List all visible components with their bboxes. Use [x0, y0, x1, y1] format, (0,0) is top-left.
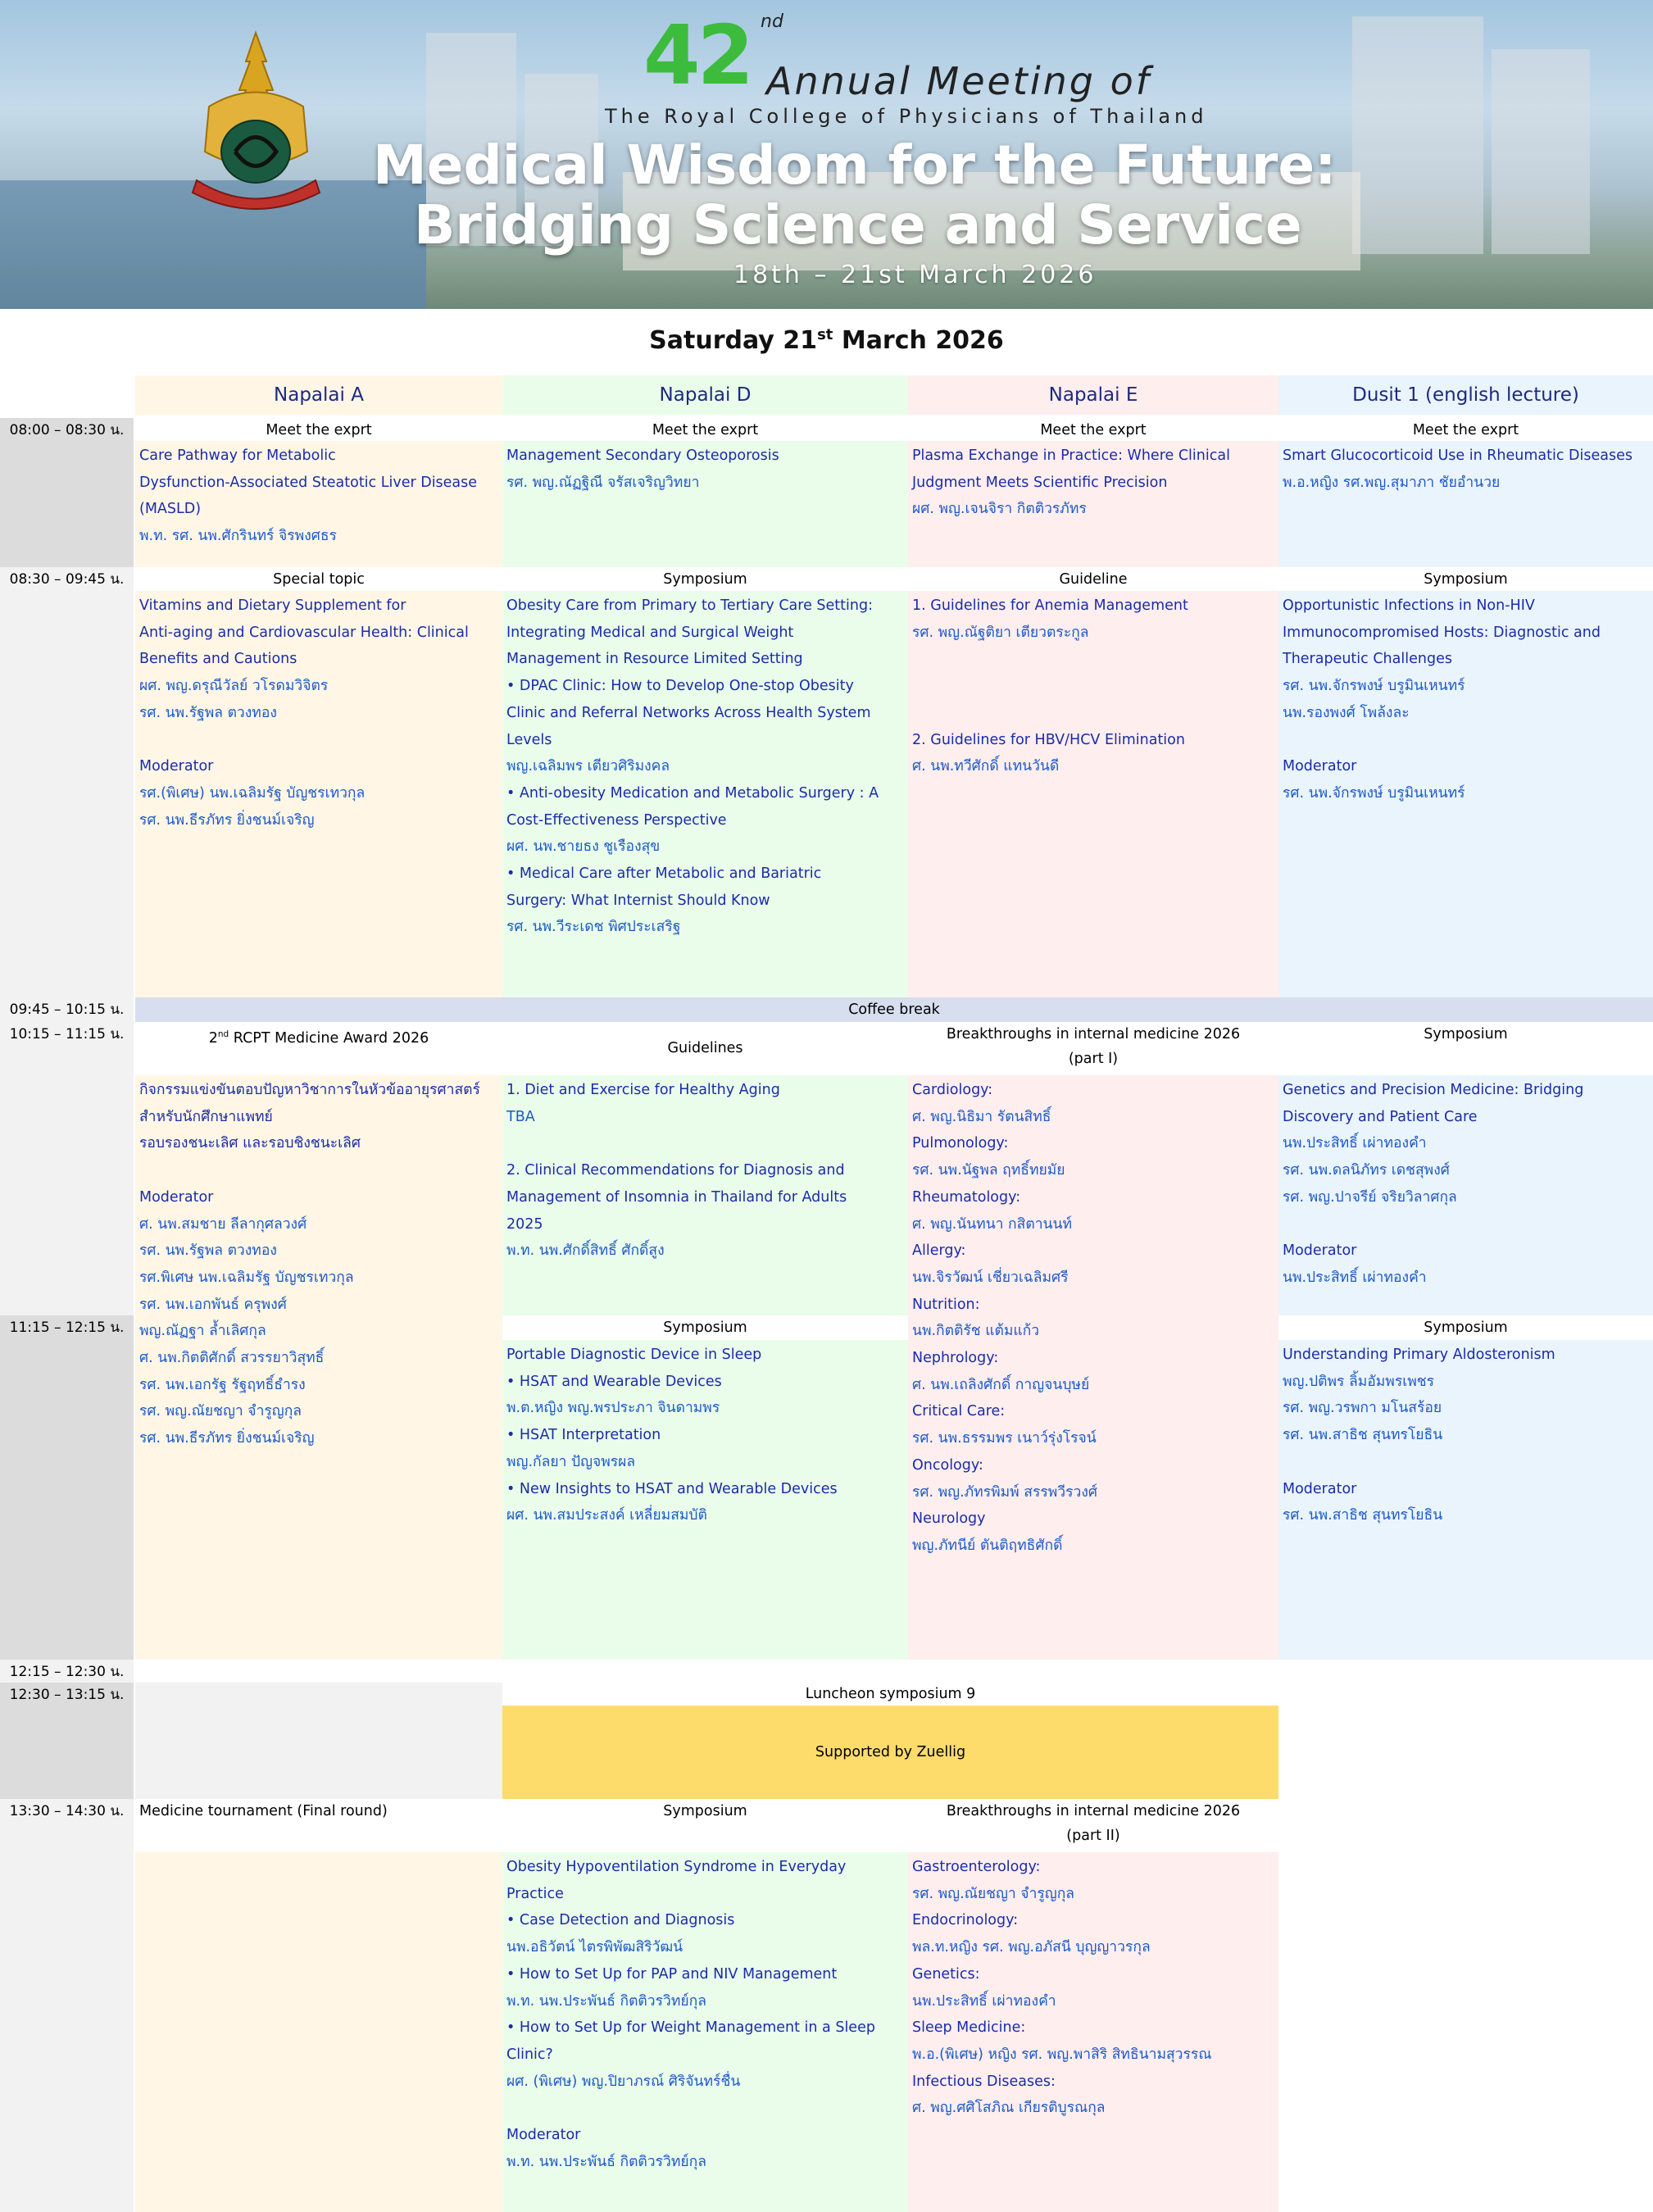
session-type: Meet the exprt [502, 418, 908, 443]
session-type: Meet the exprt [135, 418, 502, 443]
specialty: Oncology: [912, 1456, 983, 1474]
speaker: รศ. พญ.ณัยชญา จำรูญกุล [912, 1885, 1075, 1902]
meeting-dates: 18th – 21st March 2026 [733, 261, 1097, 289]
session-title: Management Secondary Osteoporosis [506, 447, 779, 464]
session-title: Understanding Primary Aldosteronism [1283, 1347, 1555, 1363]
theme-line-2: Bridging Science and Service [414, 193, 1302, 257]
theme-line-1: Medical Wisdom for the Future: [373, 134, 1337, 197]
speaker: นพ.จิรวัฒน์ เชี่ยวเฉลิมศรี [912, 1269, 1069, 1286]
speaker: TBA [506, 1108, 535, 1125]
specialty: Neurology [912, 1510, 986, 1528]
day-title [0, 326, 1653, 355]
session-type-line: (part II) [1066, 1828, 1120, 1844]
speaker: ผศ. นพ.สมประสงค์ เหลี่ยมสมบัติ [506, 1507, 707, 1524]
session-title: Dysfunction-Associated Steatotic Liver Disease [139, 474, 478, 491]
edition-suffix: nd [761, 11, 783, 32]
speaker: พ.ต.หญิง พญ.พรประภา จินดามพร [506, 1400, 720, 1417]
spacer [139, 727, 498, 754]
speaker: นพ.ประสิทธิ์ เผ่าทองคำ [912, 1992, 1056, 2010]
moderator: พ.ท. นพ.ประพันธ์ กิตติวรวิทย์กุล [506, 2153, 706, 2170]
session-title: Management in Resource Limited Setting [506, 651, 803, 668]
room-header-napalai-e: Napalai E [908, 375, 1278, 415]
speaker: พ.อ.หญิง รศ.พญ.สุมาภา ชัยอำนวย [1283, 474, 1501, 491]
speaker: ศ. พญ.นันทนา กสิตานนท์ [912, 1215, 1072, 1233]
topic: 1. Diet and Exercise for Healthy Aging [506, 1082, 780, 1098]
moderator: ศ. นพ.สมชาย ลีลากุศลวงศ์ [139, 1215, 307, 1233]
spacer [506, 1130, 904, 1157]
speaker: นพ.อธิวัตน์ ไตรพิพัฒสิริวัฒน์ [506, 1939, 683, 1956]
speaker: พ.ท. นพ.ประพันธ์ กิตติวรวิทย์กุล [506, 1992, 706, 2010]
organization-name: The Royal College of Physicians of Thailand [605, 105, 1208, 128]
edition-number: 42 [643, 7, 752, 103]
topic: 2025 [506, 1215, 543, 1233]
moderator: รศ. นพ.สาธิช สุนทรโยธิน [1283, 1507, 1443, 1524]
session-title: Opportunistic Infections in Non-HIV [1283, 597, 1535, 614]
speaker: พ.ท. รศ. นพ.ศักรินทร์ จิรพงศธร [139, 528, 337, 545]
topic: 2. Clinical Recommendations for Diagnosis and [506, 1162, 845, 1179]
header-banner [0, 0, 1653, 309]
speaker: ศ. พญ.นิธิมา รัตนสิทธิ์ [912, 1108, 1051, 1125]
session-title: Practice [506, 1885, 564, 1902]
session-title: สำหรับนักศึกษาแพทย์ [139, 1108, 273, 1125]
topic: • HSAT and Wearable Devices [506, 1373, 722, 1390]
moderator-label: Moderator [139, 1188, 214, 1206]
time-slot: 11:15 – 12:15 น. [0, 1315, 134, 1660]
spacer [912, 700, 1274, 727]
lunch-empty-napalai-a [135, 1683, 502, 1799]
session-title: Smart Glucocorticoid Use in Rheumatic Diseases [1283, 447, 1633, 464]
topic: • HSAT Interpretation [506, 1427, 661, 1444]
specialty: Sleep Medicine: [912, 2019, 1026, 2037]
session-napalai-d [502, 1340, 908, 1660]
spacer [139, 1157, 498, 1184]
topic: 2. Guidelines for HBV/HCV Elimination [912, 731, 1185, 748]
speaker: ศ. พญ.ศศิโสภิณ เกียรติบูรณกุล [912, 2100, 1106, 2117]
moderator-label: Moderator [139, 758, 214, 775]
speaker: นพ.รองพงศ์ โพล้งละ [1283, 704, 1410, 721]
topic: • Case Detection and Diagnosis [506, 1912, 735, 1929]
moderator: รศ. นพ.รัฐพล ตวงทอง [139, 1242, 277, 1260]
speaker: รศ. นพ.สาธิช สุนทรโยธิน [1283, 1427, 1443, 1444]
speaker: พล.ท.หญิง รศ. พญ.อภัสนี บุญญาวรกุล [912, 1939, 1151, 1956]
topic: 1. Guidelines for Anemia Management [912, 597, 1188, 614]
moderator-label: Moderator [1283, 1480, 1357, 1497]
day-title-prefix: Saturday 21 [649, 326, 818, 355]
speaker: รศ. นพ.วีระเดช พิศประเสริฐ [506, 919, 681, 936]
moderator: รศ. นพ.ธีรภัทร ยิ่งชนม์เจริญ [139, 811, 315, 829]
topic: Clinic and Referral Networks Across Health System [506, 704, 871, 721]
session-type: Symposium [502, 567, 908, 592]
moderator-label: Moderator [1283, 758, 1357, 775]
specialty: Pulmonology: [912, 1135, 1009, 1152]
day-title-sup: st [817, 326, 833, 343]
specialty: Cardiology: [912, 1082, 993, 1098]
room-header-napalai-a: Napalai A [135, 375, 502, 415]
session-napalai-a [135, 1852, 502, 2212]
specialty: Nutrition: [912, 1296, 980, 1313]
topic: Management of Insomnia in Thailand for Adults [506, 1188, 847, 1206]
time-slot: 08:00 – 08:30 น. [0, 418, 134, 567]
speaker: ศ. นพ.ทวีศักดิ์ แทนวันดี [912, 758, 1060, 775]
session-napalai-e [908, 1852, 1278, 2212]
session-title: กิจกรรมแข่งขันตอบปัญหาวิชาการในหัวข้ออายุรศาสตร์ [139, 1082, 480, 1098]
session-type: Symposium [1278, 1022, 1653, 1075]
time-slot: 12:15 – 12:30 น. [0, 1660, 134, 1683]
session-type-line: Breakthroughs in internal medicine 2026 [946, 1803, 1241, 1819]
session-type: Symposium [502, 1315, 908, 1340]
specialty: Infectious Diseases: [912, 2073, 1056, 2090]
luncheon-title: Luncheon symposium 9 [502, 1683, 1278, 1706]
session-dusit-1 [1278, 591, 1653, 997]
moderator: รศ. นพ.จักรพงษ์ บรูมินเหนทร์ [1283, 784, 1465, 802]
topic: • DPAC Clinic: How to Develop One-stop Obesity [506, 678, 854, 695]
room-header-napalai-d: Napalai D [502, 375, 908, 415]
moderator: รศ. นพ.ธีรภัทร ยิ่งชนม์เจริญ [139, 1430, 315, 1447]
spacer [506, 2095, 904, 2122]
session-type: Symposium [1278, 1315, 1653, 1340]
session-napalai-d [502, 1075, 908, 1315]
topic: • Medical Care after Metabolic and Bariatric [506, 865, 822, 883]
moderator: นพ.ประสิทธิ์ เผ่าทองคำ [1283, 1269, 1427, 1286]
annual-meeting-text: Annual Meeting of [766, 59, 1151, 103]
rcpt-logo-icon [184, 29, 328, 217]
specialty: Genetics: [912, 1965, 980, 1983]
speaker: รศ. พญ.วรพกา มโนสร้อย [1283, 1400, 1442, 1417]
session-title: Immunocompromised Hosts: Diagnostic and [1283, 624, 1601, 641]
day-title-suffix: March 2026 [833, 326, 1004, 355]
session-napalai-e [908, 1075, 1278, 1660]
session-title: Discovery and Patient Care [1283, 1108, 1478, 1125]
session-title: รอบรองชนะเลิศ และรอบชิงชนะเลิศ [139, 1135, 361, 1152]
session-type: Special topic [135, 567, 502, 592]
topic: • New Insights to HSAT and Wearable Devices [506, 1480, 838, 1497]
speaker: รศ. พญ.ภัทรพิมพ์ สรรพวีรวงศ์ [912, 1483, 1098, 1501]
moderator: รศ.พิเศษ นพ.เฉลิมรัฐ บัญชรเทวกุล [139, 1269, 354, 1286]
session-title: Therapeutic Challenges [1283, 651, 1452, 668]
session-title: Judgment Meets Scientific Precision [912, 474, 1168, 491]
moderator: รศ. นพ.เอกพันธ์ ครุพงศ์ [139, 1296, 287, 1313]
session-napalai-a [135, 1075, 502, 1660]
session-title: Obesity Care from Primary to Tertiary Care Setting: [506, 597, 873, 614]
spacer [1283, 1211, 1649, 1238]
speaker: พญ.ภัทนีย์ ตันติฤทธิศักดิ์ [912, 1537, 1063, 1554]
session-type: Meet the exprt [1278, 418, 1653, 443]
session-napalai-d [502, 1852, 908, 2212]
session-title: Care Pathway for Metabolic [139, 447, 336, 464]
session-title: Integrating Medical and Surgical Weight [506, 624, 794, 641]
time-slot: 13:30 – 14:30 น. [0, 1799, 134, 2212]
speaker: พญ.เฉลิมพร เตียวศิริมงคล [506, 758, 670, 775]
session-type-line: Breakthroughs in internal medicine 2026 [946, 1026, 1241, 1042]
moderator: รศ.(พิเศษ) นพ.เฉลิมรัฐ บัญชรเทวกุล [139, 784, 366, 802]
speaker: รศ. นพ.นัฐพล ฤทธิ์ทยมัย [912, 1162, 1065, 1179]
room-header-dusit-1: Dusit 1 (english lecture) [1278, 375, 1653, 415]
specialty: Rheumatology: [912, 1188, 1021, 1206]
session-napalai-d [502, 591, 908, 997]
time-slot: 09:45 – 10:15 น. [0, 997, 134, 1022]
session-dusit-1 [1278, 1075, 1653, 1315]
session-title: Benefits and Cautions [139, 651, 297, 668]
session-napalai-d [502, 441, 908, 567]
session-type: Guidelines [502, 1022, 908, 1075]
spacer [1283, 1449, 1649, 1476]
session-type: Guideline [908, 567, 1278, 592]
speaker: พ.ท. นพ.ศักดิ์สิทธิ์ ศักดิ์สูง [506, 1242, 665, 1260]
specialty: Allergy: [912, 1242, 966, 1260]
moderator: รศ. พญ.ณัยชญา จำรูญกุล [139, 1403, 302, 1420]
topic: Cost-Effectiveness Perspective [506, 811, 727, 829]
session-title: Genetics and Precision Medicine: Bridging [1283, 1082, 1584, 1098]
spacer [1283, 727, 1649, 754]
speaker: รศ. นพ.รัฐพล ตวงทอง [139, 704, 277, 721]
topic: • How to Set Up for Weight Management in a Sleep [506, 2019, 875, 2037]
speaker: รศ. นพ.จักรพงษ์ บรูมินเหนทร์ [1283, 678, 1465, 695]
session-type: Symposium [1278, 567, 1653, 592]
speaker: รศ. นพ.ดลนิภัทร เดชสุพงศ์ [1283, 1162, 1450, 1179]
session-napalai-e [908, 441, 1278, 567]
session-type [908, 1799, 1278, 1852]
coffee-break-bar: Coffee break [135, 997, 1653, 1022]
session-type: Meet the exprt [908, 418, 1278, 443]
session-dusit-1-empty [1278, 1799, 1653, 2212]
award-title: RCPT Medicine Award 2026 [229, 1029, 429, 1047]
topic: Levels [506, 731, 552, 748]
luncheon-sponsor: Supported by Zuellig [502, 1706, 1278, 1799]
specialty: Critical Care: [912, 1403, 1006, 1420]
speaker: รศ. พญ.ณัฐติยา เตียวตระกูล [912, 624, 1089, 641]
specialty: Nephrology: [912, 1350, 999, 1367]
session-title: Anti-aging and Cardiovascular Health: Clinical [139, 624, 469, 641]
session-dusit-1 [1278, 1340, 1653, 1660]
session-type: Medicine tournament (Final round) [135, 1799, 502, 1852]
time-slot: 10:15 – 11:15 น. [0, 1022, 134, 1315]
spacer [912, 646, 1274, 673]
speaker: ศ. นพ.เถลิงศักดิ์ กาญจนบุษย์ [912, 1376, 1090, 1393]
specialty: Endocrinology: [912, 1912, 1019, 1929]
topic: Surgery: What Internist Should Know [506, 892, 770, 909]
speaker: ผศ. พญ.ดรุณีวัลย์ วโรดมวิจิตร [139, 678, 329, 695]
session-type-line: (part I) [1068, 1051, 1119, 1067]
session-title: (MASLD) [139, 501, 202, 518]
moderator: พญ.ณัฏฐา ล้ำเลิศกุล [139, 1323, 266, 1340]
session-title: Portable Diagnostic Device in Sleep [506, 1347, 762, 1363]
speaker: นพ.ประสิทธิ์ เผ่าทองคำ [1283, 1135, 1427, 1152]
speaker: ผศ. (พิเศษ) พญ.ปิยาภรณ์ ศิริจันทร์ชื่น [506, 2073, 741, 2090]
speaker: พญ.ปติพร ลิ้มอัมพรเพชร [1283, 1373, 1435, 1390]
session-title: Vitamins and Dietary Supplement for [139, 597, 406, 614]
session-napalai-a [135, 591, 502, 997]
topic: • Anti-obesity Medication and Metabolic Surgery : A [506, 784, 879, 802]
session-title: Plasma Exchange in Practice: Where Clinical [912, 447, 1230, 464]
award-sup: nd [217, 1029, 229, 1039]
speaker: ผศ. นพ.ชายธง ชูเรืองสุข [506, 838, 661, 856]
topic: • How to Set Up for PAP and NIV Management [506, 1965, 838, 1983]
moderator: รศ. นพ.เอกรัฐ รัฐฤทธิ์ธำรง [139, 1376, 306, 1393]
moderator-label: Moderator [506, 2127, 581, 2144]
session-type [135, 1022, 502, 1075]
session-type [908, 1022, 1278, 1075]
speaker: นพ.กิตติรัช แต้มแก้ว [912, 1323, 1040, 1340]
speaker: พญ.กัลยา ปัญจพรผล [506, 1453, 636, 1470]
spacer [912, 673, 1274, 700]
moderator: ศ. นพ.กิตติศักดิ์ สวรรยาวิสุทธิ์ [139, 1350, 325, 1367]
specialty: Gastroenterology: [912, 1859, 1041, 1875]
speaker: รศ. พญ.ปาจรีย์ จริยวิลาศกุล [1283, 1188, 1457, 1206]
time-slot: 08:30 – 09:45 น. [0, 567, 134, 997]
speaker: รศ. พญ.ณัฏฐิณี จรัสเจริญวิทยา [506, 474, 700, 491]
speaker: ผศ. พญ.เจนจิรา กิตติวรภัทร [912, 501, 1087, 518]
session-dusit-1 [1278, 441, 1653, 567]
topic: Clinic? [506, 2046, 553, 2063]
speaker: พ.อ.(พิเศษ) หญิง รศ. พญ.พาสิริ สิทธินามสุวรรณ [912, 2046, 1212, 2063]
session-type: Symposium [502, 1799, 908, 1852]
moderator-label: Moderator [1283, 1242, 1357, 1260]
session-title: Obesity Hypoventilation Syndrome in Everyday [506, 1859, 847, 1875]
award-prefix: 2 [208, 1029, 218, 1047]
session-napalai-a [135, 441, 502, 567]
time-slot: 12:30 – 13:15 น. [0, 1683, 134, 1799]
session-napalai-e [908, 591, 1278, 997]
speaker: รศ. นพ.ธรรมพร เนาว์รุ่งโรจน์ [912, 1430, 1097, 1447]
